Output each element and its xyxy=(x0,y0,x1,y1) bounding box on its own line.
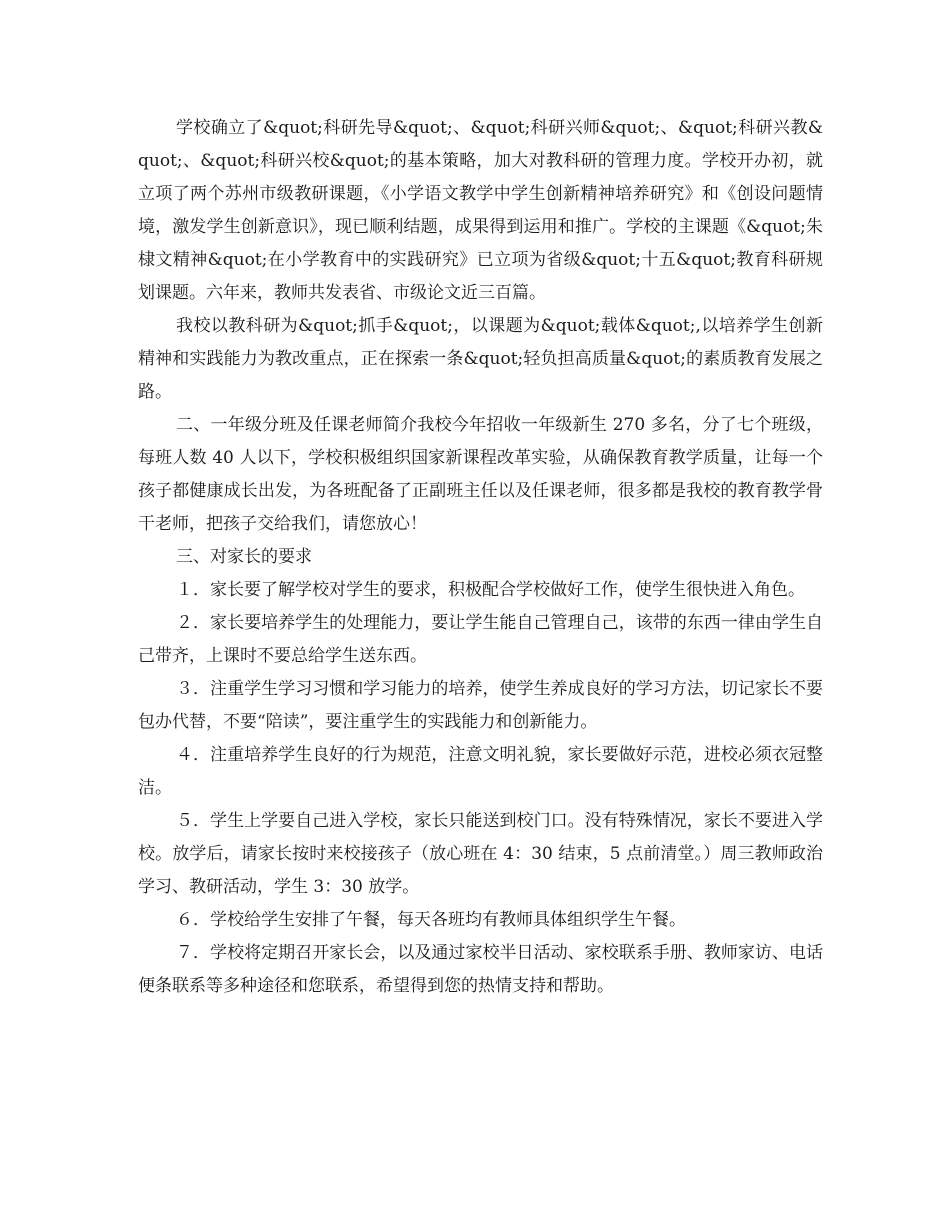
requirement-item-4: ４．注重培养学生良好的行为规范，注意文明礼貌，家长要做好示范，进校必须衣冠整洁。 xyxy=(138,745,823,798)
requirement-item-5: ５．学生上学要自己进入学校，家长只能送到校门口。没有特殊情况，家长不要进入学校。放学后，请家长按时来校接孩子（放心班在 4：30 结束，5 点前清堂。）周三教师政治学习、教研活动，学生 3：30 放学。 xyxy=(138,811,823,897)
section-heading-parent-requirements: 三、对家长的要求 xyxy=(176,547,312,567)
requirement-item-2: ２．家长要培养学生的处理能力，要让学生能自己管理自己，该带的东西一律由学生自己带齐，上课时不要总给学生送东西。 xyxy=(138,613,823,666)
document-page xyxy=(138,112,823,1003)
requirement-item-3: ３．注重学生学习习惯和学习能力的培养，使学生养成良好的学习方法，切记家长不要包办代替，不要“陪读”，要注重学生的实践能力和创新能力。 xyxy=(138,679,823,732)
requirement-item-6: ６．学校给学生安排了午餐，每天各班均有教师具体组织学生午餐。 xyxy=(176,910,686,930)
paragraph-research-strategy: 学校确立了&quot;科研先导&quot;、&quot;科研兴师&quot;、&quot;科研兴教&quot;、&quot;科研兴校&quot;的基本策略，加大对教科研的管理力度。学校开办初，就立项了两个苏州市级教研课题，《小学语文教学中学生创新精神培养研究》和《创设问题情境，激发学生创新意识》，现已顺利结题，成果得到运用和推广。学校的主课题《&quot;朱棣文精神&quot;在小学教育中的实践研究》已立项为省级&quot;十五&quot;教育科研规划课题。六年来，教师共发表省、市级论文近三百篇。 xyxy=(138,118,823,303)
paragraph-research-focus: 我校以教科研为&quot;抓手&quot;，以课题为&quot;载体&quot;,以培养学生创新精神和实践能力为教改重点，正在探索一条&quot;轻负担高质量&quot;的素质教育发展之路。 xyxy=(138,316,823,402)
requirement-item-1: １．家长要了解学校对学生的要求，积极配合学校做好工作，使学生很快进入角色。 xyxy=(176,580,805,600)
paragraph-class-assignment: 二、一年级分班及任课老师简介我校今年招收一年级新生 270 多名，分了七个班级，每班人数 40 人以下，学校积极组织国家新课程改革实验，从确保教育教学质量，让每一个孩子都健康成长出发，为各班配备了正副班主任以及任课老师，很多都是我校的教育教学骨干老师，把孩子交给我们，请您放心！ xyxy=(138,415,823,534)
requirement-item-7: ７．学校将定期召开家长会，以及通过家校半日活动、家校联系手册、教师家访、电话便条联系等多种途径和您联系，希望得到您的热情支持和帮助。 xyxy=(138,943,823,996)
